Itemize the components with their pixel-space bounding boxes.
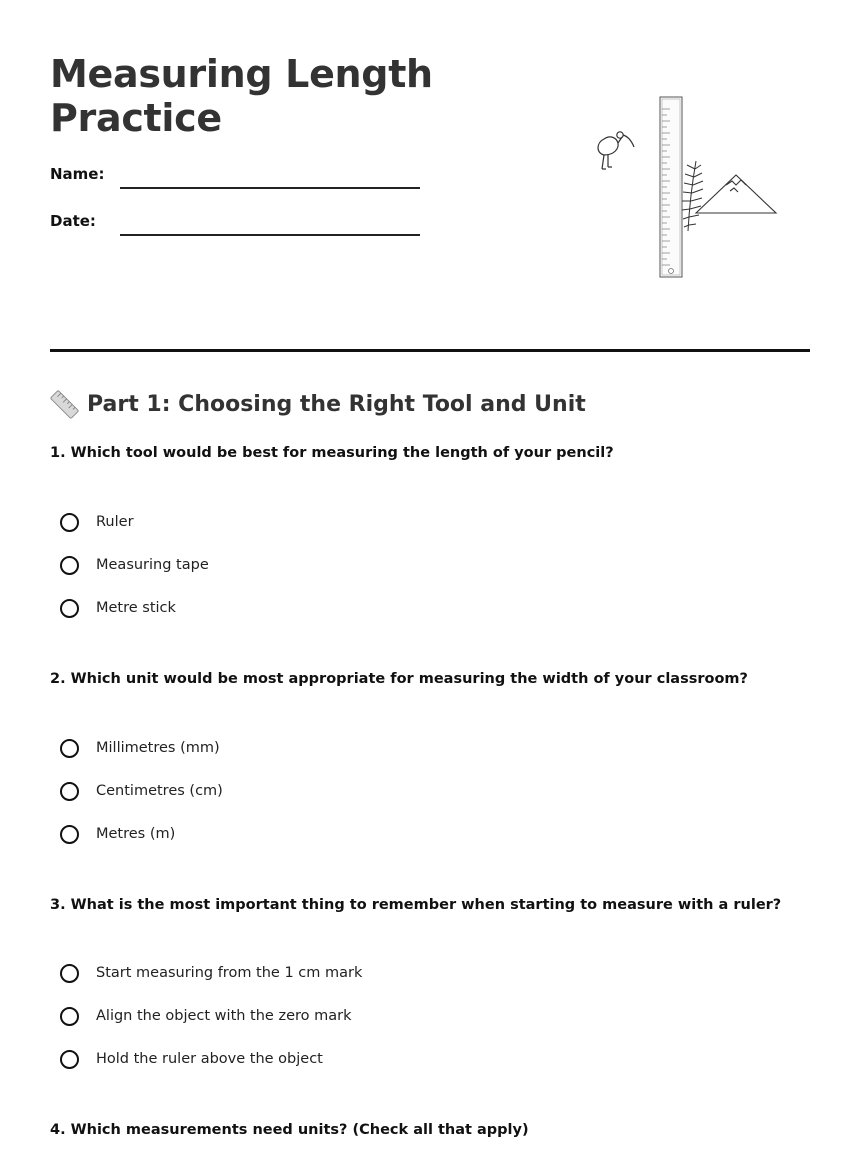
kiwi-bird-icon bbox=[598, 132, 634, 169]
question-2: 2. Which unit would be most appropriate for measuring the width of your classroom? bbox=[50, 671, 748, 687]
question-1-option-metre-stick[interactable] bbox=[60, 595, 176, 621]
question-3-option-zero-mark[interactable] bbox=[60, 1003, 351, 1029]
question-1: 1. Which tool would be best for measuring the length of your pencil? bbox=[50, 445, 614, 461]
option-label: Measuring tape bbox=[96, 557, 209, 573]
option-label: Ruler bbox=[96, 514, 134, 530]
date-label: Date: bbox=[50, 212, 96, 230]
radio-button[interactable] bbox=[60, 964, 79, 983]
radio-button[interactable] bbox=[60, 556, 79, 575]
radio-button[interactable] bbox=[60, 1050, 79, 1069]
name-label: Name: bbox=[50, 165, 105, 183]
option-label: Metre stick bbox=[96, 600, 176, 616]
question-3-option-above-object[interactable] bbox=[60, 1046, 323, 1072]
worksheet-title bbox=[50, 52, 433, 140]
ruler-icon bbox=[50, 390, 79, 419]
name-field[interactable] bbox=[120, 187, 420, 189]
question-3-option-1cm-mark[interactable] bbox=[60, 960, 362, 986]
option-label: Millimetres (mm) bbox=[96, 740, 220, 756]
radio-button[interactable] bbox=[60, 825, 79, 844]
title-line-2: Practice bbox=[50, 96, 222, 140]
radio-button[interactable] bbox=[60, 739, 79, 758]
section-divider bbox=[50, 349, 810, 352]
part-1-title: Part 1: Choosing the Right Tool and Unit bbox=[87, 391, 586, 417]
radio-button[interactable] bbox=[60, 782, 79, 801]
fern-icon bbox=[682, 161, 703, 231]
question-1-option-measuring-tape[interactable] bbox=[60, 552, 209, 578]
date-field[interactable] bbox=[120, 234, 420, 236]
radio-button[interactable] bbox=[60, 599, 79, 618]
question-3: 3. What is the most important thing to remember when starting to measure with a ruler? bbox=[50, 897, 782, 913]
option-label: Metres (m) bbox=[96, 826, 176, 842]
question-1-option-ruler[interactable] bbox=[60, 509, 134, 535]
mountain-icon bbox=[696, 175, 776, 213]
option-label: Start measuring from the 1 cm mark bbox=[96, 965, 363, 981]
title-line-1: Measuring Length bbox=[50, 52, 433, 96]
question-4: 4. Which measurements need units? (Check all that apply) bbox=[50, 1122, 529, 1138]
question-2-option-millimetres[interactable] bbox=[60, 735, 220, 761]
option-label: Hold the ruler above the object bbox=[96, 1051, 323, 1067]
question-2-option-centimetres[interactable] bbox=[60, 778, 223, 804]
option-label: Centimetres (cm) bbox=[96, 783, 223, 799]
radio-button[interactable] bbox=[60, 1007, 79, 1026]
question-2-option-metres[interactable] bbox=[60, 821, 175, 847]
part-1-heading bbox=[50, 388, 586, 420]
radio-button[interactable] bbox=[60, 513, 79, 532]
option-label: Align the object with the zero mark bbox=[96, 1008, 352, 1024]
header-illustration bbox=[592, 95, 782, 281]
ruler-icon bbox=[660, 97, 682, 277]
